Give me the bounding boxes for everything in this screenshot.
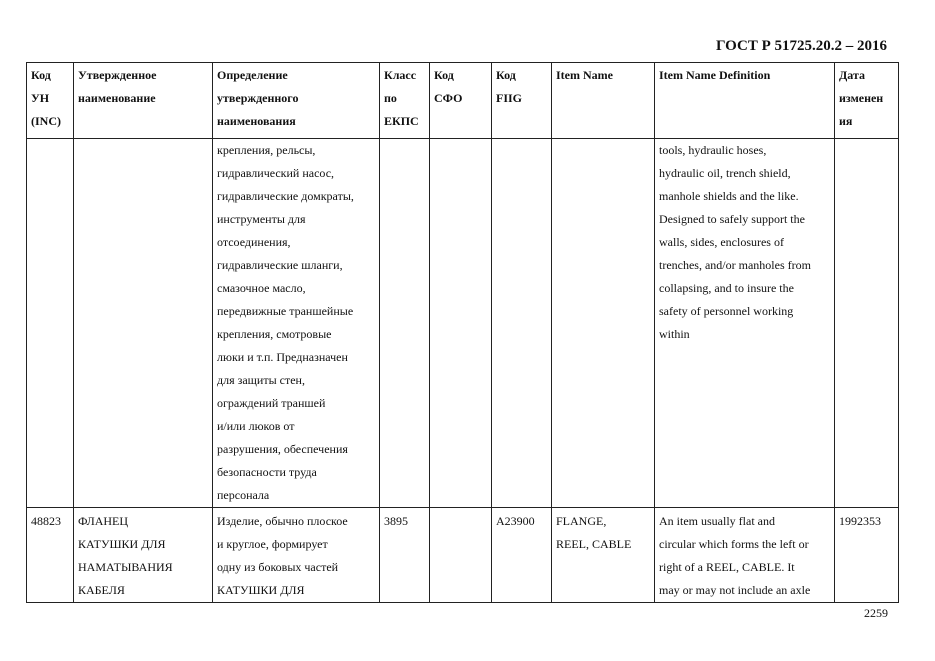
cell-definition-ru: Изделие, обычно плоское и круглое, формирует одну из боковых частей КАТУШКИ ДЛЯ xyxy=(213,508,380,603)
cell-sfo-code xyxy=(430,508,492,603)
cell-class xyxy=(380,139,430,508)
cell-class: 3895 xyxy=(380,508,430,603)
table-row xyxy=(27,139,899,508)
cell-fiig-code: A23900 xyxy=(492,508,552,603)
cell-item-definition: tools, hydraulic hoses, hydraulic oil, trench shield, manhole shields and the like. Designed to safely support the walls, sides, enclosures of trenches, and/or manholes from collapsing, and to insure the safety of personnel working within xyxy=(655,139,835,508)
cell-definition-ru: крепления, рельсы, гидравлический насос, гидравлические домкраты, инструменты для отсоединения, гидравлические шланги, смазочное масло, передвижные траншейные крепления, смотровые люки и т.п. Предназначен для защиты стен, ограждений траншей и/или люков от разрушения, обеспечения безопасности труда персонала xyxy=(213,139,380,508)
header-inc: Код УН (INC) xyxy=(27,63,74,139)
header-sfo-code: Код СФО xyxy=(430,63,492,139)
header-fiig-code: Код FIIG xyxy=(492,63,552,139)
cell-inc: 48823 xyxy=(27,508,74,603)
cell-item-definition: An item usually flat and circular which forms the left or right of a REEL, CABLE. It may or may not include an axle xyxy=(655,508,835,603)
header-item-name: Item Name xyxy=(552,63,655,139)
header-date: Дата изменен ия xyxy=(835,63,899,139)
header-item-definition: Item Name Definition xyxy=(655,63,835,139)
header-class: Класс по ЕКПС xyxy=(380,63,430,139)
catalog-table xyxy=(26,62,899,603)
cell-inc xyxy=(27,139,74,508)
header-definition-ru: Определение утвержденного наименования xyxy=(213,63,380,139)
cell-sfo-code xyxy=(430,139,492,508)
cell-date: 1992353 xyxy=(835,508,899,603)
cell-fiig-code xyxy=(492,139,552,508)
document-header: ГОСТ Р 51725.20.2 – 2016 xyxy=(715,38,887,54)
page-number: 2259 xyxy=(864,606,888,620)
cell-item-name xyxy=(552,139,655,508)
header-approved-name: Утвержденное наименование xyxy=(74,63,213,139)
cell-approved-name: ФЛАНЕЦ КАТУШКИ ДЛЯ НАМАТЫВАНИЯ КАБЕЛЯ xyxy=(74,508,213,603)
cell-item-name: FLANGE, REEL, CABLE xyxy=(552,508,655,603)
cell-approved-name xyxy=(74,139,213,508)
table-header-row xyxy=(27,63,899,139)
table-row xyxy=(27,508,899,603)
cell-date xyxy=(835,139,899,508)
